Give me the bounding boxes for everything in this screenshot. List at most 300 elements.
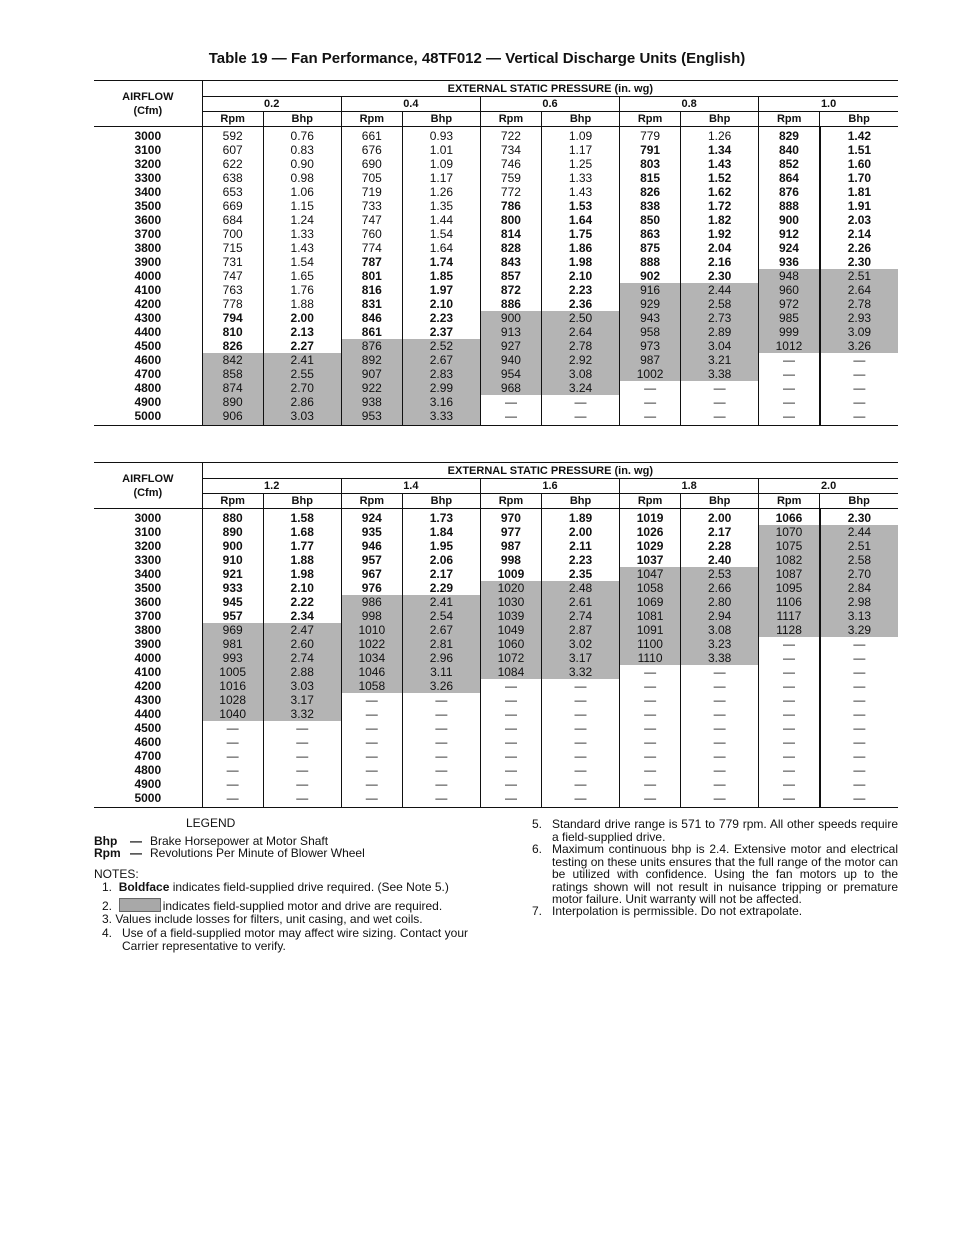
rpm-cell: 929: [620, 297, 681, 311]
rpm-cell: —: [759, 777, 820, 791]
bhp-cell: 2.29: [402, 581, 480, 595]
rpm-cell: 863: [620, 227, 681, 241]
table-row: [94, 199, 898, 213]
rpm-cell: 993: [202, 651, 263, 665]
rpm-cell: —: [480, 409, 541, 426]
rpm-cell: —: [202, 749, 263, 763]
bhp-cell: —: [541, 679, 619, 693]
rpm-cell: 715: [202, 241, 263, 255]
rpm-cell: —: [759, 791, 820, 808]
rpm-cell: 700: [202, 227, 263, 241]
rpm-cell: 794: [202, 311, 263, 325]
airflow-cell: 3700: [134, 609, 162, 623]
rpm-column-header: Rpm: [480, 494, 541, 509]
rpm-cell: 1117: [759, 609, 820, 623]
airflow-cell: 4400: [134, 325, 162, 339]
bhp-cell: 2.17: [681, 525, 759, 539]
rpm-cell: 1060: [480, 637, 541, 651]
rpm-cell: 816: [341, 283, 402, 297]
rpm-cell: 719: [341, 185, 402, 199]
bhp-cell: 2.22: [263, 595, 341, 609]
rpm-cell: 787: [341, 255, 402, 269]
table-row: [94, 269, 898, 283]
rpm-cell: 800: [480, 213, 541, 227]
bhp-cell: 2.58: [681, 297, 759, 311]
rpm-cell: 733: [341, 199, 402, 213]
note-7-text: Interpolation is permissible. Do not extrapolate.: [552, 904, 803, 918]
bhp-cell: 2.41: [402, 595, 480, 609]
bhp-cell: —: [681, 721, 759, 735]
rpm-column-header: Rpm: [759, 112, 820, 127]
bhp-cell: 2.60: [263, 637, 341, 651]
bhp-cell: 1.17: [541, 143, 619, 157]
bhp-cell: 0.90: [263, 157, 341, 171]
rpm-cell: 999: [759, 325, 820, 339]
table-row: [94, 525, 898, 539]
bhp-cell: 2.96: [402, 651, 480, 665]
rpm-cell: 864: [759, 171, 820, 185]
rpm-cell: 953: [341, 409, 402, 426]
bhp-cell: 2.83: [402, 367, 480, 381]
rpm-cell: —: [620, 791, 681, 808]
rpm-cell: 1012: [759, 339, 820, 353]
legend-bhp-abbr: Bhp: [94, 834, 118, 848]
airflow-cell: 4400: [134, 707, 162, 721]
bhp-cell: 3.03: [263, 679, 341, 693]
rpm-cell: —: [759, 395, 820, 409]
airflow-cell: 3700: [134, 227, 162, 241]
bhp-column-header: Bhp: [681, 494, 759, 509]
airflow-cell: 5000: [94, 791, 202, 808]
rpm-cell: 1028: [202, 693, 263, 707]
bhp-cell: 1.25: [541, 157, 619, 171]
bhp-cell: 1.09: [541, 127, 619, 144]
rpm-cell: 778: [202, 297, 263, 311]
table-row: [94, 127, 898, 144]
rpm-cell: 954: [480, 367, 541, 381]
note-5: [532, 818, 898, 843]
rpm-cell: 875: [620, 241, 681, 255]
rpm-cell: 1106: [759, 595, 820, 609]
bhp-cell: 2.00: [541, 525, 619, 539]
bhp-cell: 1.33: [263, 227, 341, 241]
bhp-cell: 2.86: [263, 395, 341, 409]
airflow-cell: 5000: [94, 409, 202, 426]
bhp-cell: 2.11: [541, 539, 619, 553]
rpm-cell: 760: [341, 227, 402, 241]
legend-bhp-dash: —: [130, 834, 142, 848]
rpm-cell: 938: [341, 395, 402, 409]
airflow-cell: 4300: [134, 693, 162, 707]
esp-header: EXTERNAL STATIC PRESSURE (in. wg): [202, 463, 898, 479]
rpm-column-header: Rpm: [341, 112, 402, 127]
rpm-cell: 973: [620, 339, 681, 353]
bhp-cell: 2.17: [402, 567, 480, 581]
rpm-cell: 731: [202, 255, 263, 269]
bhp-cell: 1.84: [402, 525, 480, 539]
table-row: [94, 297, 898, 311]
bhp-cell: 2.36: [541, 297, 619, 311]
bhp-cell: 2.66: [681, 581, 759, 595]
note-4-number: 4.: [102, 926, 113, 940]
bhp-cell: 1.43: [681, 157, 759, 171]
rpm-cell: 1100: [620, 637, 681, 651]
bhp-cell: 3.23: [681, 637, 759, 651]
rpm-cell: 906: [202, 409, 263, 426]
bhp-cell: 1.91: [820, 199, 898, 213]
bhp-cell: —: [541, 721, 619, 735]
table-row: [94, 241, 898, 255]
rpm-cell: —: [341, 749, 402, 763]
rpm-cell: —: [759, 651, 820, 665]
rpm-cell: 1084: [480, 665, 541, 679]
notes-title: NOTES:: [94, 867, 139, 881]
rpm-cell: 791: [620, 143, 681, 157]
rpm-cell: —: [759, 707, 820, 721]
rpm-cell: 890: [202, 395, 263, 409]
airflow-cell: 3000: [134, 129, 162, 143]
rpm-column-header: Rpm: [202, 494, 263, 509]
rpm-cell: 968: [480, 381, 541, 395]
rpm-cell: 981: [202, 637, 263, 651]
rpm-column-header: Rpm: [202, 112, 263, 127]
bhp-cell: 2.61: [541, 595, 619, 609]
rpm-cell: 958: [620, 325, 681, 339]
bhp-cell: 2.26: [820, 241, 898, 255]
rpm-cell: 912: [759, 227, 820, 241]
rpm-cell: 1081: [620, 609, 681, 623]
rpm-cell: —: [620, 409, 681, 426]
bhp-cell: 2.99: [402, 381, 480, 395]
bhp-cell: —: [681, 791, 759, 808]
bhp-cell: 2.67: [402, 623, 480, 637]
bhp-cell: 1.74: [402, 255, 480, 269]
bhp-cell: 0.98: [263, 171, 341, 185]
airflow-cell: 3400: [134, 567, 162, 581]
bhp-cell: 2.30: [681, 269, 759, 283]
bhp-cell: —: [681, 381, 759, 395]
bhp-cell: —: [263, 777, 341, 791]
table-row: [94, 367, 898, 381]
rpm-cell: —: [480, 735, 541, 749]
rpm-cell: 826: [620, 185, 681, 199]
bhp-cell: —: [402, 707, 480, 721]
table-row: [94, 353, 898, 367]
rpm-cell: —: [202, 791, 263, 808]
rpm-cell: 810: [202, 325, 263, 339]
bhp-cell: 2.03: [820, 213, 898, 227]
table-row: [94, 693, 898, 707]
bhp-cell: —: [681, 409, 759, 426]
rpm-cell: 759: [480, 171, 541, 185]
note-2: [102, 898, 482, 913]
rpm-cell: 972: [759, 297, 820, 311]
bhp-cell: 2.80: [681, 595, 759, 609]
legend-rpm-dash: —: [130, 846, 142, 860]
bhp-cell: 3.26: [820, 339, 898, 353]
rpm-cell: 967: [341, 567, 402, 581]
rpm-cell: 1005: [202, 665, 263, 679]
bhp-cell: —: [820, 735, 898, 749]
table-row: [94, 595, 898, 609]
airflow-cell: 4500: [134, 721, 162, 735]
rpm-cell: —: [759, 749, 820, 763]
bhp-cell: 1.01: [402, 143, 480, 157]
rpm-cell: 763: [202, 283, 263, 297]
table-row: [94, 721, 898, 735]
bhp-cell: 2.78: [820, 297, 898, 311]
table-row: [94, 651, 898, 665]
airflow-cell: 4900: [134, 777, 162, 791]
bhp-cell: 2.37: [402, 325, 480, 339]
table-row: [94, 339, 898, 353]
table-row: [94, 381, 898, 395]
bhp-column-header: Bhp: [541, 112, 619, 127]
rpm-cell: 1091: [620, 623, 681, 637]
rpm-cell: 801: [341, 269, 402, 283]
bhp-cell: 2.34: [263, 609, 341, 623]
pressure-header: 0.4: [341, 97, 480, 112]
table-row: [94, 707, 898, 721]
bhp-cell: 2.89: [681, 325, 759, 339]
bhp-cell: —: [681, 693, 759, 707]
table-row: [94, 679, 898, 693]
bhp-cell: —: [820, 791, 898, 808]
airflow-cell: 3400: [134, 185, 162, 199]
bhp-cell: 1.62: [681, 185, 759, 199]
bhp-cell: —: [820, 367, 898, 381]
bhp-cell: 1.42: [820, 127, 898, 144]
table-row: [94, 157, 898, 171]
bhp-cell: 1.54: [402, 227, 480, 241]
bhp-cell: 2.73: [681, 311, 759, 325]
rpm-cell: 669: [202, 199, 263, 213]
rpm-cell: 940: [480, 353, 541, 367]
pressure-header: 1.2: [202, 479, 341, 494]
rpm-cell: —: [202, 735, 263, 749]
rpm-cell: —: [620, 665, 681, 679]
rpm-cell: 1029: [620, 539, 681, 553]
bhp-cell: —: [263, 735, 341, 749]
rpm-cell: —: [341, 777, 402, 791]
rpm-cell: 890: [202, 525, 263, 539]
table-row: [94, 409, 898, 426]
rpm-cell: —: [759, 665, 820, 679]
rpm-cell: —: [620, 395, 681, 409]
rpm-cell: 935: [341, 525, 402, 539]
bhp-cell: 1.88: [263, 297, 341, 311]
rpm-cell: —: [759, 693, 820, 707]
rpm-cell: —: [620, 777, 681, 791]
bhp-cell: 2.94: [681, 609, 759, 623]
rpm-cell: —: [620, 749, 681, 763]
rpm-cell: 1070: [759, 525, 820, 539]
bhp-cell: 2.41: [263, 353, 341, 367]
rpm-cell: 927: [480, 339, 541, 353]
bhp-cell: 1.26: [681, 127, 759, 144]
pressure-header: 0.8: [620, 97, 759, 112]
rpm-cell: 998: [341, 609, 402, 623]
pressure-header: 0.6: [480, 97, 619, 112]
airflow-cell: 3900: [134, 637, 162, 651]
airflow-unit-label: (Cfm): [133, 104, 163, 117]
airflow-header: [94, 463, 202, 509]
bhp-cell: —: [263, 749, 341, 763]
bhp-cell: —: [541, 707, 619, 721]
airflow-cell: 3500: [134, 199, 162, 213]
airflow-cell: 4600: [134, 735, 162, 749]
bhp-cell: —: [820, 665, 898, 679]
rpm-cell: 1058: [341, 679, 402, 693]
note-4: [102, 927, 468, 952]
bhp-cell: 3.03: [263, 409, 341, 426]
bhp-cell: 1.65: [263, 269, 341, 283]
rpm-cell: 734: [480, 143, 541, 157]
bhp-cell: 2.30: [820, 509, 898, 526]
airflow-cell: 3600: [134, 213, 162, 227]
bhp-cell: 2.51: [820, 269, 898, 283]
rpm-cell: 814: [480, 227, 541, 241]
bhp-cell: 2.74: [263, 651, 341, 665]
rpm-cell: 987: [480, 539, 541, 553]
bhp-cell: —: [263, 791, 341, 808]
rpm-cell: 916: [620, 283, 681, 297]
rpm-cell: —: [759, 763, 820, 777]
bhp-cell: —: [820, 395, 898, 409]
bhp-cell: 1.44: [402, 213, 480, 227]
rpm-cell: —: [341, 791, 402, 808]
bhp-cell: 1.75: [541, 227, 619, 241]
table-row: [94, 735, 898, 749]
rpm-cell: 977: [480, 525, 541, 539]
rpm-cell: 1030: [480, 595, 541, 609]
rpm-cell: 933: [202, 581, 263, 595]
bhp-cell: 3.29: [820, 623, 898, 637]
bhp-cell: 1.60: [820, 157, 898, 171]
legend-bhp-text: Brake Horsepower at Motor Shaft: [150, 834, 329, 848]
bhp-cell: 2.55: [263, 367, 341, 381]
bhp-cell: 2.51: [820, 539, 898, 553]
bhp-cell: 2.67: [402, 353, 480, 367]
bhp-cell: 1.82: [681, 213, 759, 227]
bhp-cell: 1.51: [820, 143, 898, 157]
note-6-text: Maximum continuous bhp is 2.4. Extensive motor and electrical testing on these units ensures that the full range of the motor can be utilized with confidence. Using the fan motors up to the ratings shown will not result in nuisance tripping or premature motor failure. Unit warranty will not be affected.: [552, 842, 898, 906]
bhp-cell: 1.06: [263, 185, 341, 199]
page-title: Table 19 — Fan Performance, 48TF012 — Vertical Discharge Units (English): [208, 50, 746, 67]
rpm-cell: 840: [759, 143, 820, 157]
rpm-cell: 1022: [341, 637, 402, 651]
airflow-cell: 4100: [134, 283, 162, 297]
bhp-cell: 0.83: [263, 143, 341, 157]
bhp-cell: —: [402, 735, 480, 749]
rpm-cell: 684: [202, 213, 263, 227]
bhp-cell: 1.73: [402, 509, 480, 526]
rpm-cell: 690: [341, 157, 402, 171]
rpm-cell: —: [480, 777, 541, 791]
rpm-cell: 843: [480, 255, 541, 269]
airflow-cell: 4800: [134, 763, 162, 777]
bhp-cell: 1.09: [402, 157, 480, 171]
rpm-cell: 1058: [620, 581, 681, 595]
rpm-cell: 774: [341, 241, 402, 255]
bhp-cell: 2.10: [541, 269, 619, 283]
bhp-cell: 1.95: [402, 539, 480, 553]
pressure-header: 1.0: [759, 97, 898, 112]
bhp-cell: 2.04: [681, 241, 759, 255]
rpm-cell: 846: [341, 311, 402, 325]
table-row: [94, 185, 898, 199]
bhp-column-header: Bhp: [402, 112, 480, 127]
airflow-cell: 3100: [134, 525, 162, 539]
bhp-cell: 2.06: [402, 553, 480, 567]
bhp-cell: 2.10: [402, 297, 480, 311]
rpm-cell: 779: [620, 127, 681, 144]
bhp-cell: 1.97: [402, 283, 480, 297]
bhp-cell: 2.47: [263, 623, 341, 637]
bhp-cell: 1.98: [263, 567, 341, 581]
bhp-cell: 1.88: [263, 553, 341, 567]
rpm-cell: 1069: [620, 595, 681, 609]
bhp-cell: 2.78: [541, 339, 619, 353]
bhp-cell: 1.64: [402, 241, 480, 255]
rpm-cell: —: [620, 679, 681, 693]
legend-title: LEGEND: [186, 816, 236, 830]
bhp-cell: 2.64: [820, 283, 898, 297]
rpm-cell: 874: [202, 381, 263, 395]
bhp-cell: —: [681, 763, 759, 777]
airflow-cell: 4800: [134, 381, 162, 395]
rpm-cell: 1040: [202, 707, 263, 721]
rpm-cell: 676: [341, 143, 402, 157]
rpm-cell: —: [759, 381, 820, 395]
bhp-cell: —: [681, 749, 759, 763]
bhp-cell: 3.08: [541, 367, 619, 381]
airflow-cell: 3300: [134, 171, 162, 185]
bhp-cell: 1.26: [402, 185, 480, 199]
rpm-cell: 661: [341, 127, 402, 144]
table-row: [94, 395, 898, 409]
table-row: [94, 509, 898, 526]
airflow-header: [94, 81, 202, 127]
note-5-text: Standard drive range is 571 to 779 rpm. All other speeds require a field-supplied drive.: [552, 817, 898, 844]
bhp-cell: 1.58: [263, 509, 341, 526]
bhp-cell: —: [820, 651, 898, 665]
rpm-cell: 910: [202, 553, 263, 567]
bhp-cell: —: [541, 693, 619, 707]
bhp-cell: 2.50: [541, 311, 619, 325]
bhp-cell: 1.72: [681, 199, 759, 213]
airflow-unit-label: (Cfm): [133, 486, 163, 499]
rpm-cell: 900: [480, 311, 541, 325]
bhp-column-header: Bhp: [541, 494, 619, 509]
rpm-cell: 638: [202, 171, 263, 185]
bhp-column-header: Bhp: [263, 112, 341, 127]
bhp-cell: 1.52: [681, 171, 759, 185]
airflow-cell: 4300: [134, 311, 162, 325]
rpm-cell: 924: [759, 241, 820, 255]
rpm-cell: —: [480, 395, 541, 409]
bhp-cell: 2.84: [820, 581, 898, 595]
bhp-cell: —: [820, 707, 898, 721]
bhp-cell: 3.38: [681, 651, 759, 665]
note-7: [532, 905, 898, 918]
rpm-cell: 815: [620, 171, 681, 185]
bhp-cell: 2.74: [541, 609, 619, 623]
bhp-cell: 1.33: [541, 171, 619, 185]
bhp-cell: 2.00: [263, 311, 341, 325]
rpm-cell: 746: [480, 157, 541, 171]
rpm-cell: —: [759, 367, 820, 381]
